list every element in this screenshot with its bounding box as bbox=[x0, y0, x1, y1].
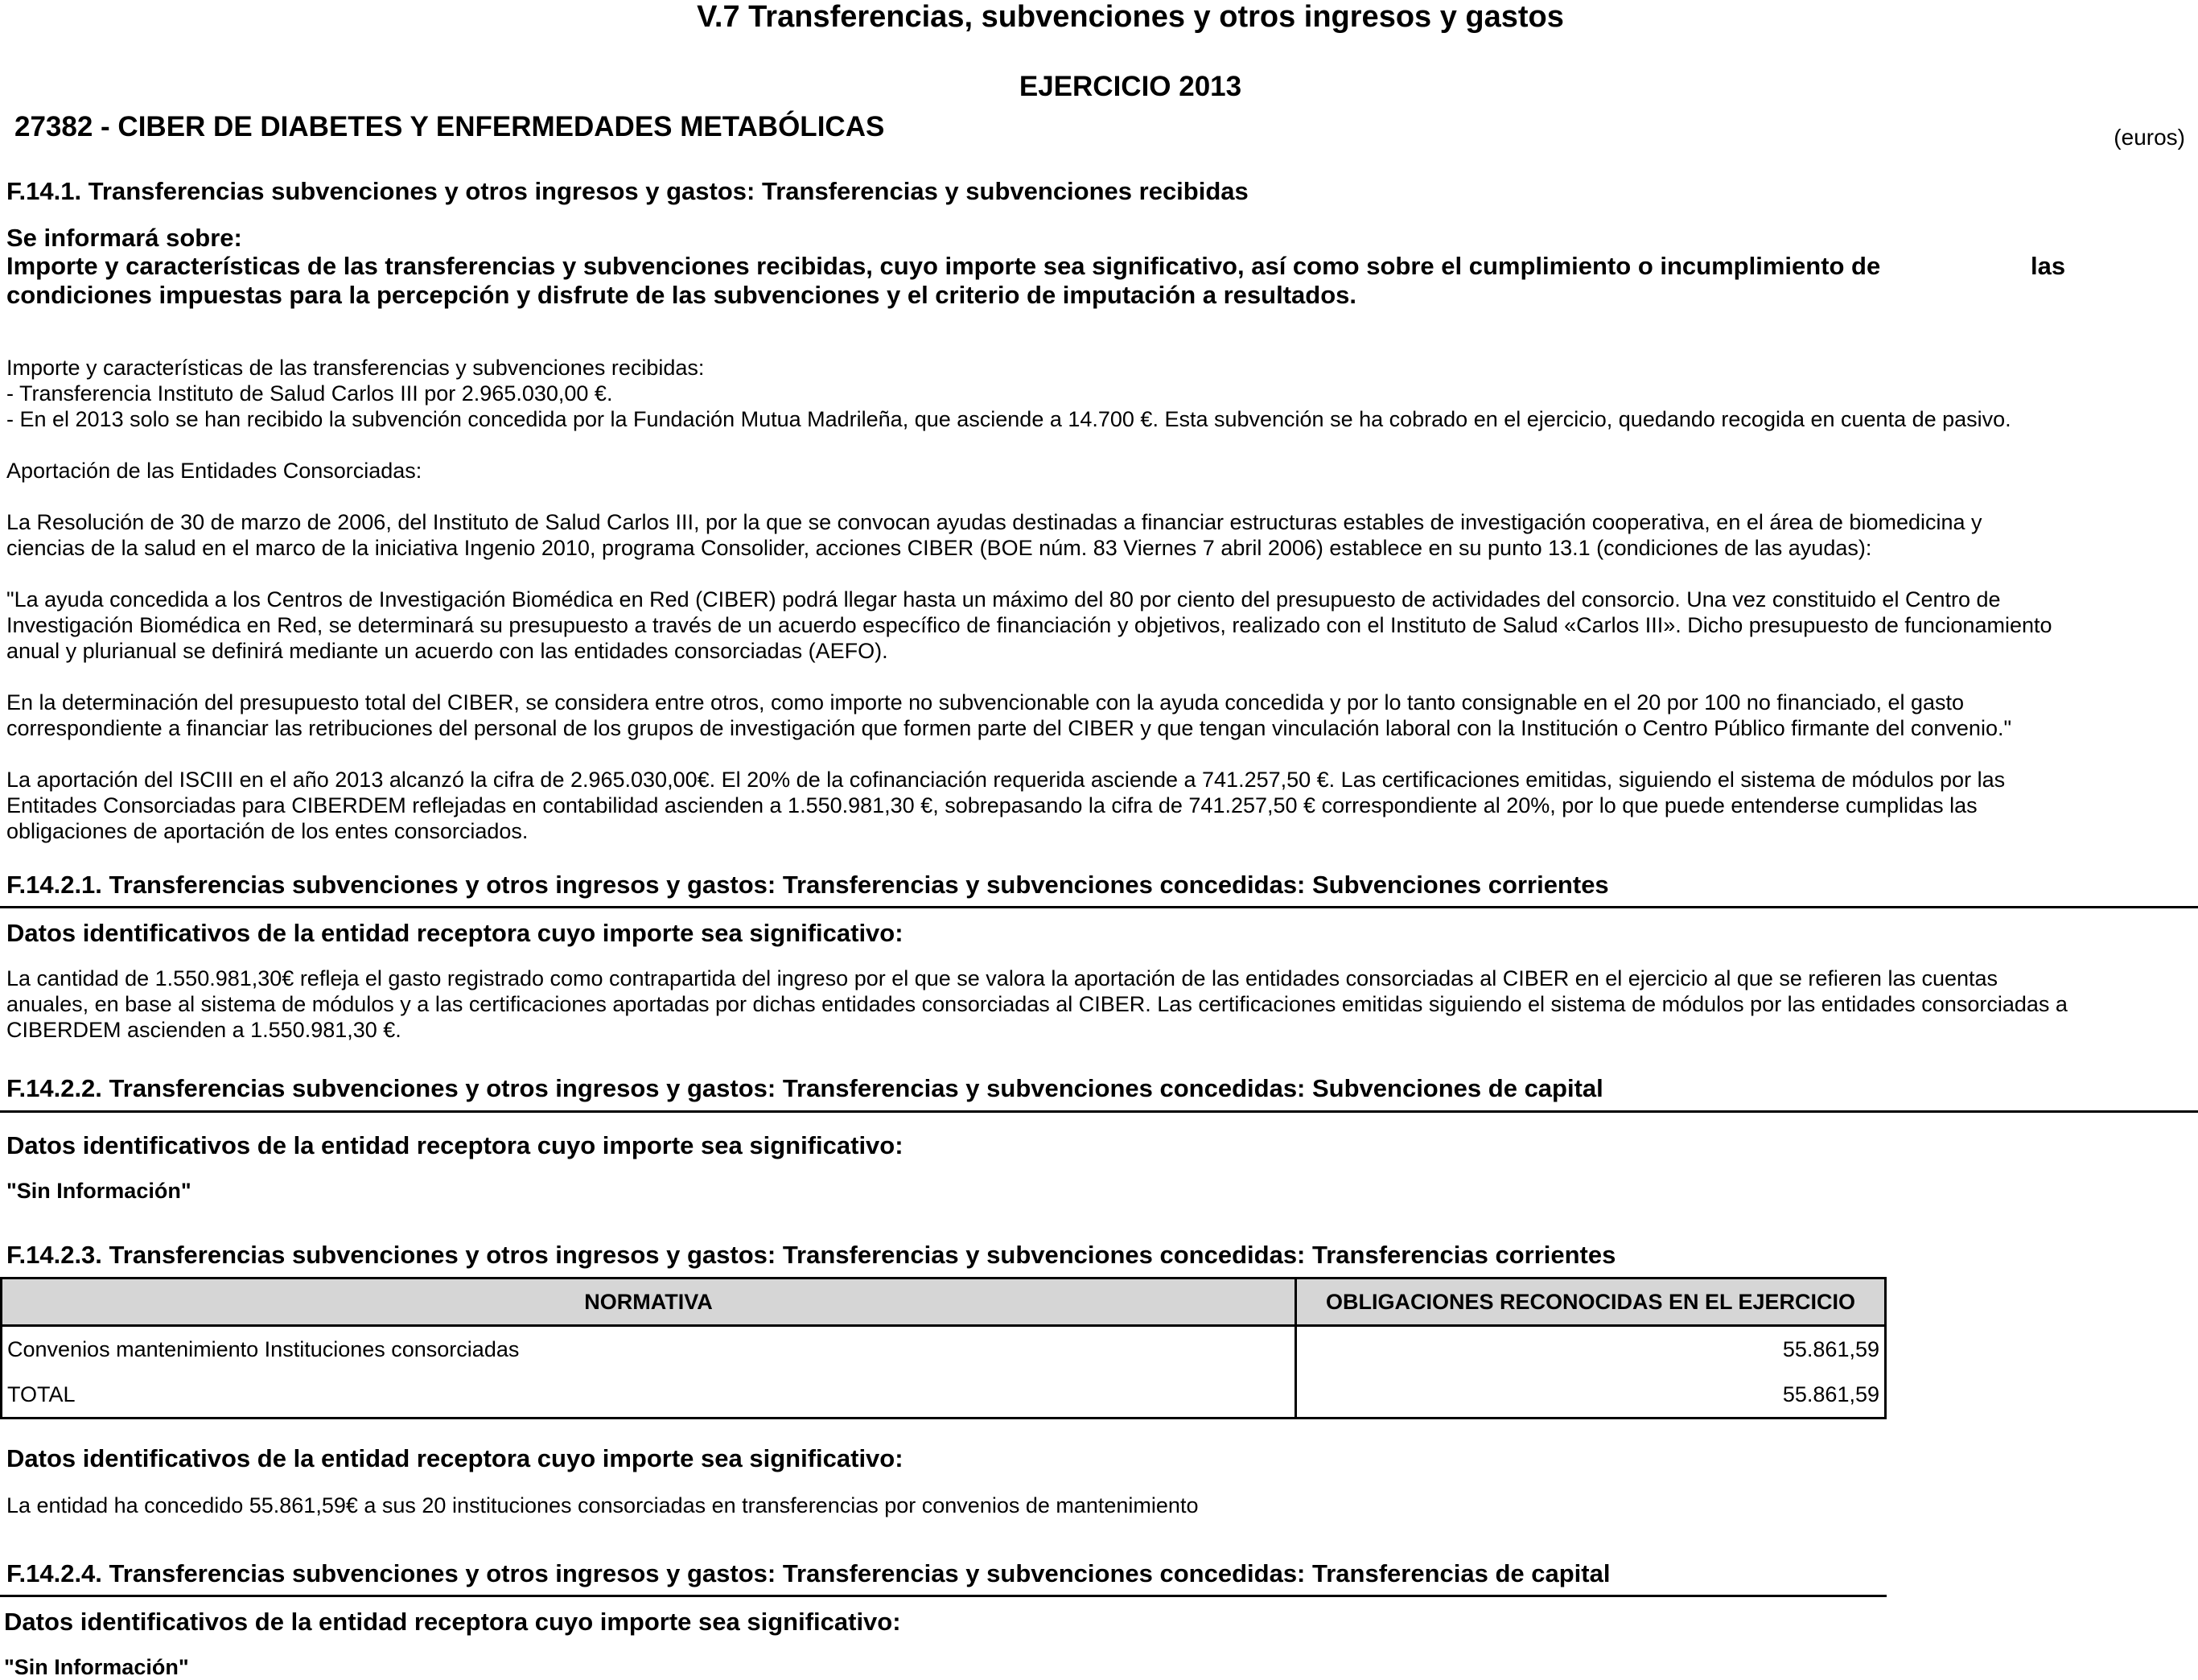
transfers-table bbox=[0, 1277, 1887, 1419]
total-amount: 55.861,59 bbox=[1296, 1372, 1886, 1419]
consorciadas-heading: Aportación de las Entidades Consorciadas: bbox=[6, 459, 422, 483]
entity-name: 27382 - CIBER DE DIABETES Y ENFERMEDADES METABÓLICAS bbox=[14, 111, 885, 142]
exercise-year: EJERCICIO 2013 bbox=[1019, 71, 1242, 102]
section-f1423-subheading: Datos identificativos de la entidad receptora cuyo importe sea significativo: bbox=[6, 1444, 903, 1472]
table-row bbox=[2, 1326, 1886, 1373]
f1423-paragraph: La entidad ha concedido 55.861,59€ a sus 20 instituciones consorciadas en transferencias por convenios de mantenimiento bbox=[6, 1493, 1199, 1517]
resolucion-line-2: ciencias de la salud en el marco de la iniciativa Ingenio 2010, programa Consolider, acciones CIBER (BOE núm. 83 Viernes 7 abril 2006) establece en su punto 13.1 (condiciones de las ayudas): bbox=[6, 536, 1872, 560]
column-header-normativa: NORMATIVA bbox=[2, 1279, 1296, 1326]
table-total-row bbox=[2, 1372, 1886, 1419]
quote-line-3: anual y plurianual se definirá mediante un acuerdo con las entidades consorciadas (AEFO). bbox=[6, 639, 888, 663]
currency-units: (euros) bbox=[2114, 125, 2185, 150]
received-intro: Importe y características de las transferencias y subvenciones recibidas: bbox=[6, 356, 705, 380]
section-f1422-subheading: Datos identificativos de la entidad receptora cuyo importe sea significativo: bbox=[6, 1131, 903, 1159]
section-f1421-heading: F.14.2.1. Transferencias subvenciones y otros ingresos y gastos: Transferencias y subvenciones concedidas: Subvenciones corrientes bbox=[6, 871, 1609, 899]
section-f1423-heading: F.14.2.3. Transferencias subvenciones y otros ingresos y gastos: Transferencias y subvenciones concedidas: Transferencias corrientes bbox=[6, 1241, 1616, 1269]
row-amount: 55.861,59 bbox=[1296, 1326, 1886, 1373]
f1424-no-info: "Sin Información" bbox=[4, 1655, 189, 1679]
page-title: V.7 Transferencias, subvenciones y otros ingresos y gastos bbox=[697, 0, 1564, 34]
table-header-row bbox=[2, 1279, 1886, 1326]
inform-line-1-text: Importe y características de las transferencias y subvenciones recibidas, cuyo importe sea significativo, así como sobre el cumplimiento o incumplimiento de bbox=[6, 252, 1881, 280]
received-item-2: - En el 2013 solo se han recibido la subvención concedida por la Fundación Mutua Madrileña, que asciende a 14.700 €. Esta subvención se ha cobrado en el ejercicio, quedando recogida en cuenta de pasivo. bbox=[6, 407, 2011, 431]
f1421-line-3: CIBERDEM ascienden a 1.550.981,30 €. bbox=[6, 1018, 401, 1042]
f1421-line-1: La cantidad de 1.550.981,30€ refleja el gasto registrado como contrapartida del ingreso por el que se valora la aportación de las entidades consorciadas al CIBER en el ejercicio al que se refieren las cuentas bbox=[6, 966, 1998, 990]
inform-line-1 bbox=[6, 252, 2066, 281]
quote-line-1: "La ayuda concedida a los Centros de Investigación Biomédica en Red (CIBER) podrá llegar hasta un máximo del 80 por ciento del presupuesto de actividades del consorcio. Una vez constituido el Centro de bbox=[6, 587, 2001, 611]
inform-line-1-end: las bbox=[2031, 252, 2066, 280]
quote-line-2: Investigación Biomédica en Red, se determinará su presupuesto a través de un acuerdo específico de financiación y objetivos, realizado con el Instituto de Salud «Carlos III». Dicho presupuesto de funcionamiento bbox=[6, 613, 2052, 637]
resolucion-line-1: La Resolución de 30 de marzo de 2006, del Instituto de Salud Carlos III, por la que se convocan ayudas destinadas a financiar estructuras estables de investigación cooperativa, en el área de biomedicina y bbox=[6, 510, 1982, 534]
column-header-obligaciones: OBLIGACIONES RECONOCIDAS EN EL EJERCICIO bbox=[1296, 1279, 1886, 1326]
section-f141-heading: F.14.1. Transferencias subvenciones y otros ingresos y gastos: Transferencias y subvenciones recibidas bbox=[6, 177, 1249, 205]
f1421-line-2: anuales, en base al sistema de módulos y a las certificaciones aportadas por dichas entidades consorciadas al CIBER. Las certificaciones emitidas siguiendo el sistema de módulos por las entidades consorciadas a bbox=[6, 992, 2068, 1016]
total-label: TOTAL bbox=[2, 1372, 1296, 1419]
inform-line-2: condiciones impuestas para la percepción y disfrute de las subvenciones y el criterio de imputación a resultados. bbox=[6, 281, 1356, 309]
aportacion-line-3: obligaciones de aportación de los entes consorciados. bbox=[6, 819, 529, 843]
section-f1421-subheading: Datos identificativos de la entidad receptora cuyo importe sea significativo: bbox=[6, 919, 903, 947]
section-f1422-heading: F.14.2.2. Transferencias subvenciones y otros ingresos y gastos: Transferencias y subvenciones concedidas: Subvenciones de capital bbox=[6, 1074, 1603, 1102]
section-f1424-heading: F.14.2.4. Transferencias subvenciones y otros ingresos y gastos: Transferencias y subvenciones concedidas: Transferencias de capital bbox=[6, 1559, 1611, 1587]
presupuesto-line-2: correspondiente a financiar las retribuciones del personal de los grupos de investigación que formen parte del CIBER y que tengan vinculación laboral con la Institución o Centro Público firmante del convenio." bbox=[6, 716, 2012, 740]
section-f1421-divider bbox=[0, 906, 2198, 908]
section-f1424-subheading: Datos identificativos de la entidad receptora cuyo importe sea significativo: bbox=[4, 1608, 901, 1636]
section-f1422-divider bbox=[0, 1110, 2198, 1113]
row-label: Convenios mantenimiento Instituciones consorciadas bbox=[2, 1326, 1296, 1373]
received-item-1: - Transferencia Instituto de Salud Carlos III por 2.965.030,00 €. bbox=[6, 381, 613, 406]
presupuesto-line-1: En la determinación del presupuesto total del CIBER, se considera entre otros, como importe no subvencionable con la ayuda concedida y por lo tanto consignable en el 20 por 100 no financiado, el gasto bbox=[6, 690, 1965, 714]
aportacion-line-1: La aportación del ISCIII en el año 2013 alcanzó la cifra de 2.965.030,00€. El 20% de la cofinanciación requerida asciende a 741.257,50 €. Las certificaciones emitidas, siguiendo el sistema de módulos por las bbox=[6, 768, 2006, 792]
section-f1424-divider bbox=[0, 1595, 1887, 1597]
inform-label: Se informará sobre: bbox=[6, 224, 242, 252]
f1422-no-info: "Sin Información" bbox=[6, 1179, 191, 1203]
aportacion-line-2: Entitades Consorciadas para CIBERDEM reflejadas en contabilidad ascienden a 1.550.981,30 €, sobrepasando la cifra de 741.257,50 € correspondiente al 20%, por lo que puede entenderse cumplidas las bbox=[6, 793, 1978, 817]
